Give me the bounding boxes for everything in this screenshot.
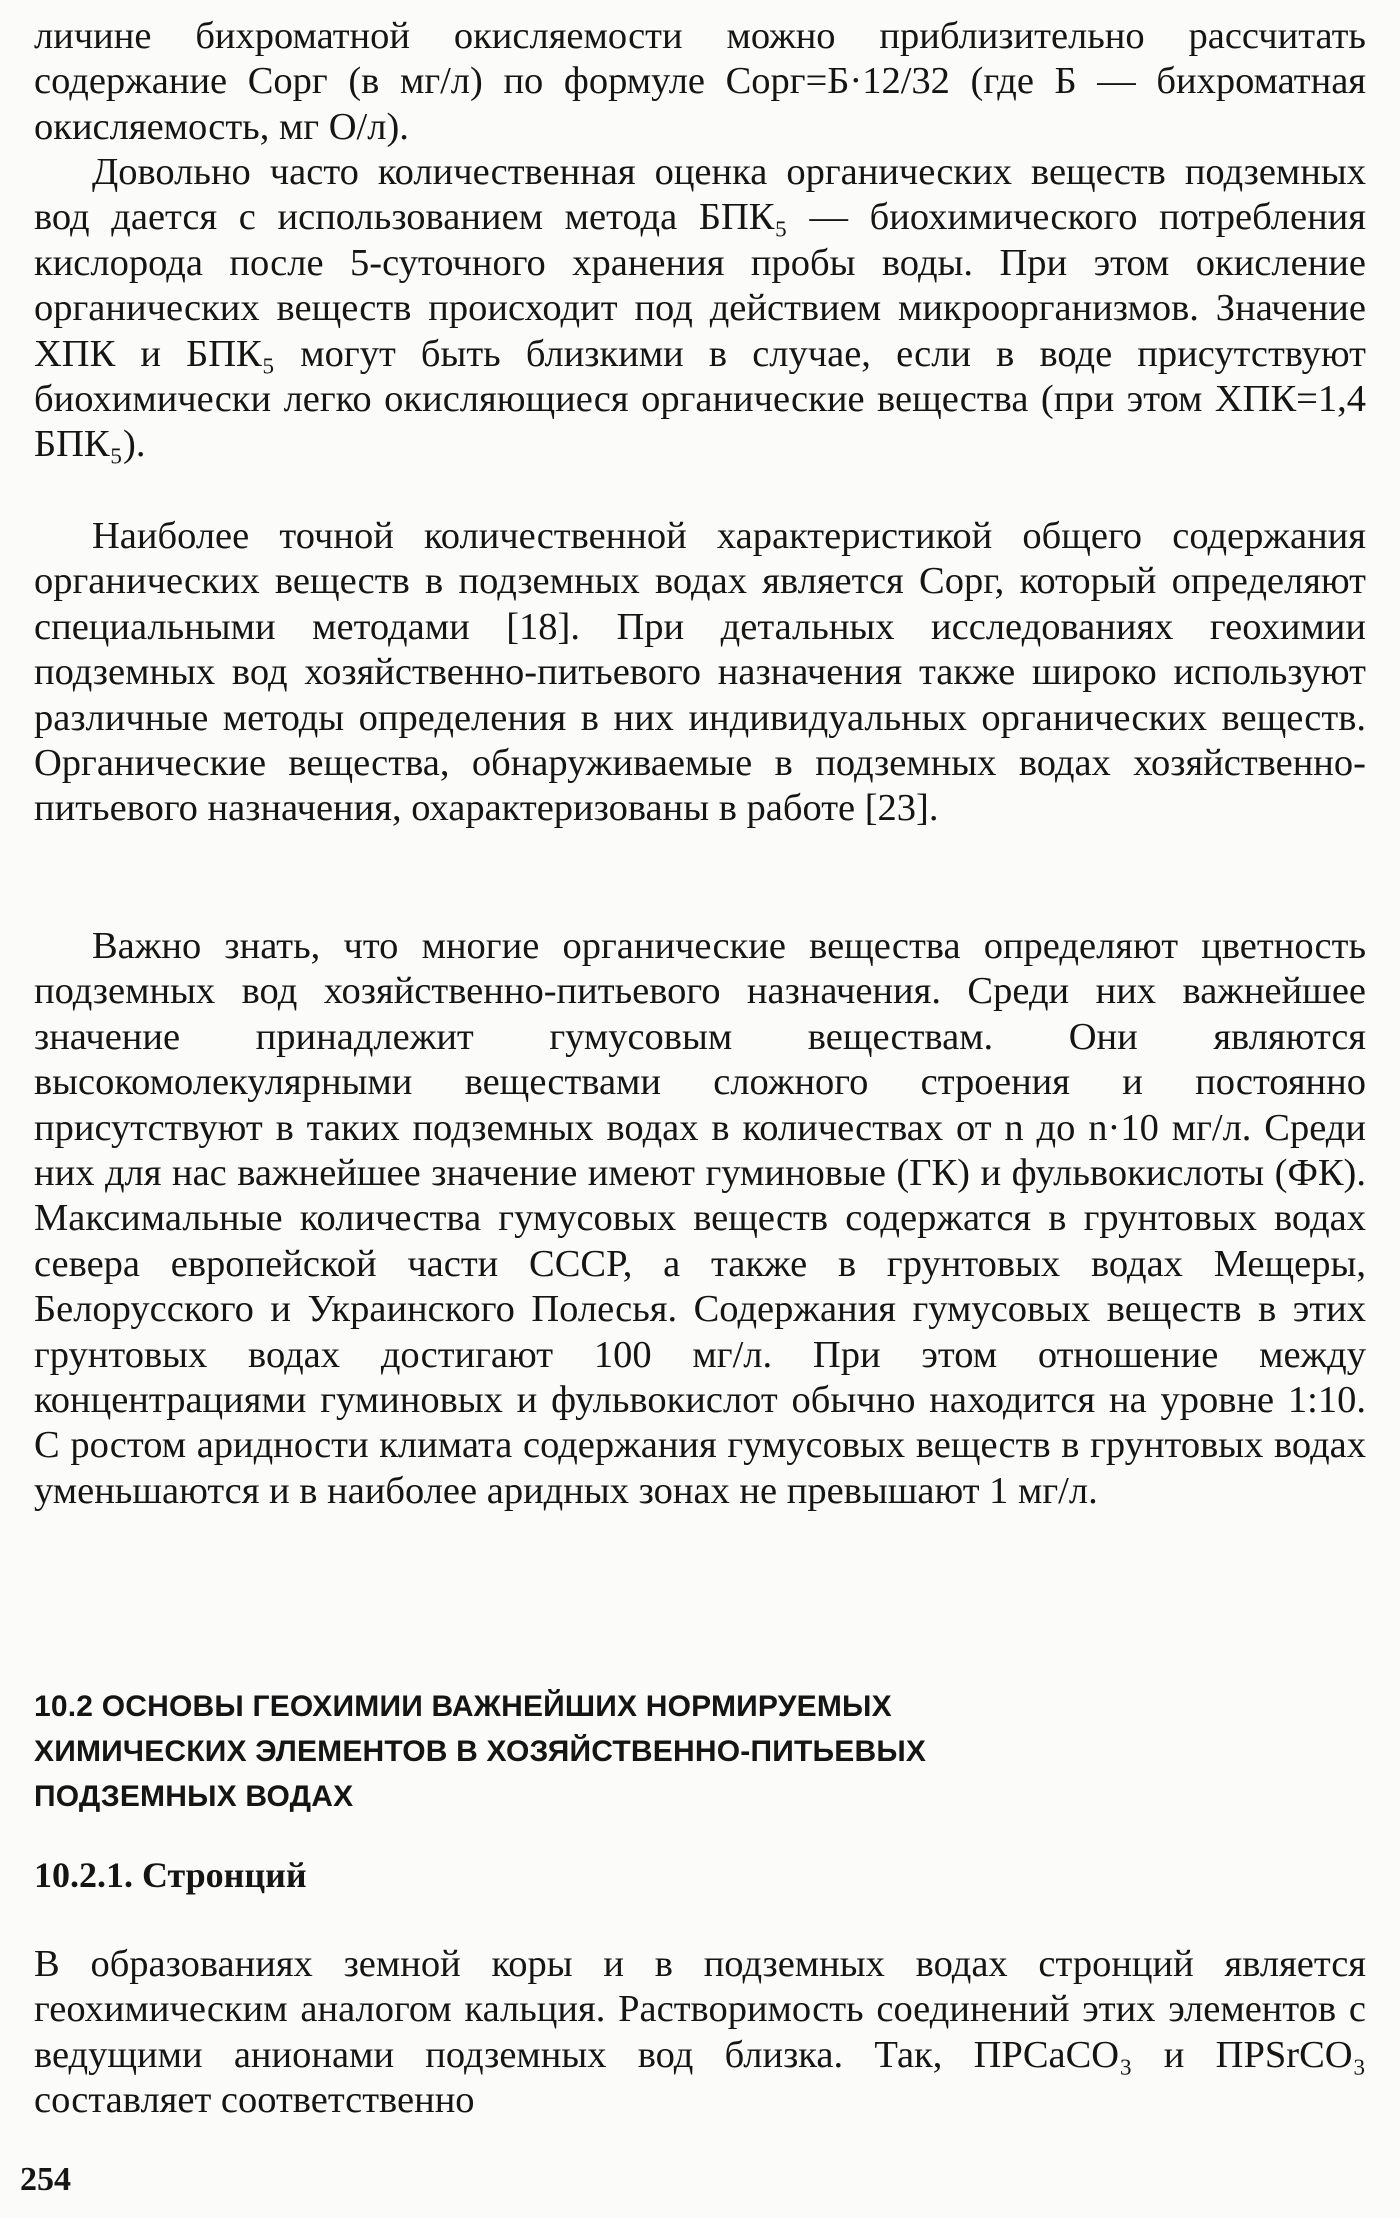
paragraph-bpk5: Довольно часто количественная оценка органических веществ подземных вод дается с использованием метода БПК₅ — биохимического потребления кислорода после 5-суточного хранения пробы воды. При этом окисление органических веществ происходит под действием микроорганизмов. Значение ХПК и БПК₅ могут быть близкими в случае, если в воде присутствуют биохимически легко окисляющиеся органические вещества (при этом ХПК=1,4 БПК₅).	[34, 151, 1366, 466]
paragraph-strontium: В образованиях земной коры и в подземных водах стронций является геохимическим аналогом кальция. Растворимость соединений этих элементов с ведущими анионами подземных вод близка. Так, ПРCaCO₃ и ПРSrCO₃ составляет соответственно	[34, 1943, 1366, 2122]
section-heading-line: 10.2 ОСНОВЫ ГЕОХИМИИ ВАЖНЕЙШИХ НОРМИРУЕМЫХ	[34, 1690, 892, 1723]
page-number: 254	[20, 2161, 71, 2198]
paragraph-continuation: личине бихроматной окисляемости можно приблизительно рассчитать содержание Cорг (в мг/л) по формуле Cорг=Б·12/32 (где Б — бихроматная окисляемость, мг О/л).	[34, 15, 1366, 148]
section-heading-line: ПОДЗЕМНЫХ ВОДАХ	[34, 1780, 354, 1813]
subsection-heading: 10.2.1. Стронций	[34, 1855, 307, 1895]
section-heading	[34, 1684, 1334, 1819]
paragraph-corg: Наиболее точной количественной характеристикой общего содержания органических веществ в подземных водах является Cорг, который определяют специальными методами [18]. При детальных исследованиях геохимии подземных вод хозяйственно-питьевого назначения также широко используют различные методы определения в них индивидуальных органических веществ. Органические вещества, обнаруживаемые в подземных водах хозяйственно-питьевого назначения, охарактеризованы в работе [23].	[34, 515, 1366, 830]
section-heading-line: ХИМИЧЕСКИХ ЭЛЕМЕНТОВ В ХОЗЯЙСТВЕННО-ПИТЬЕВЫХ	[34, 1735, 927, 1768]
paragraph-humus: Важно знать, что многие органические вещества определяют цветность подземных вод хозяйственно-питьевого назначения. Среди них важнейшее значение принадлежит гумусовым веществам. Они являются высокомолекулярными веществами сложного строения и постоянно присутствуют в таких подземных водах в количествах от n до n·10 мг/л. Среди них для нас важнейшее значение имеют гуминовые (ГК) и фульвокислоты (ФК). Максимальные количества гумусовых веществ содержатся в грунтовых водах севера европейской части СССР, а также в грунтовых водах Мещеры, Белорусского и Украинского Полесья. Содержания гумусовых веществ в этих грунтовых водах достигают 100 мг/л. При этом отношение между концентрациями гуминовых и фульвокислот обычно находится на уровне 1:10. С ростом аридности климата содержания гумусовых веществ в грунтовых водах уменьшаются и в наиболее аридных зонах не превышают 1 мг/л.	[34, 925, 1366, 1512]
